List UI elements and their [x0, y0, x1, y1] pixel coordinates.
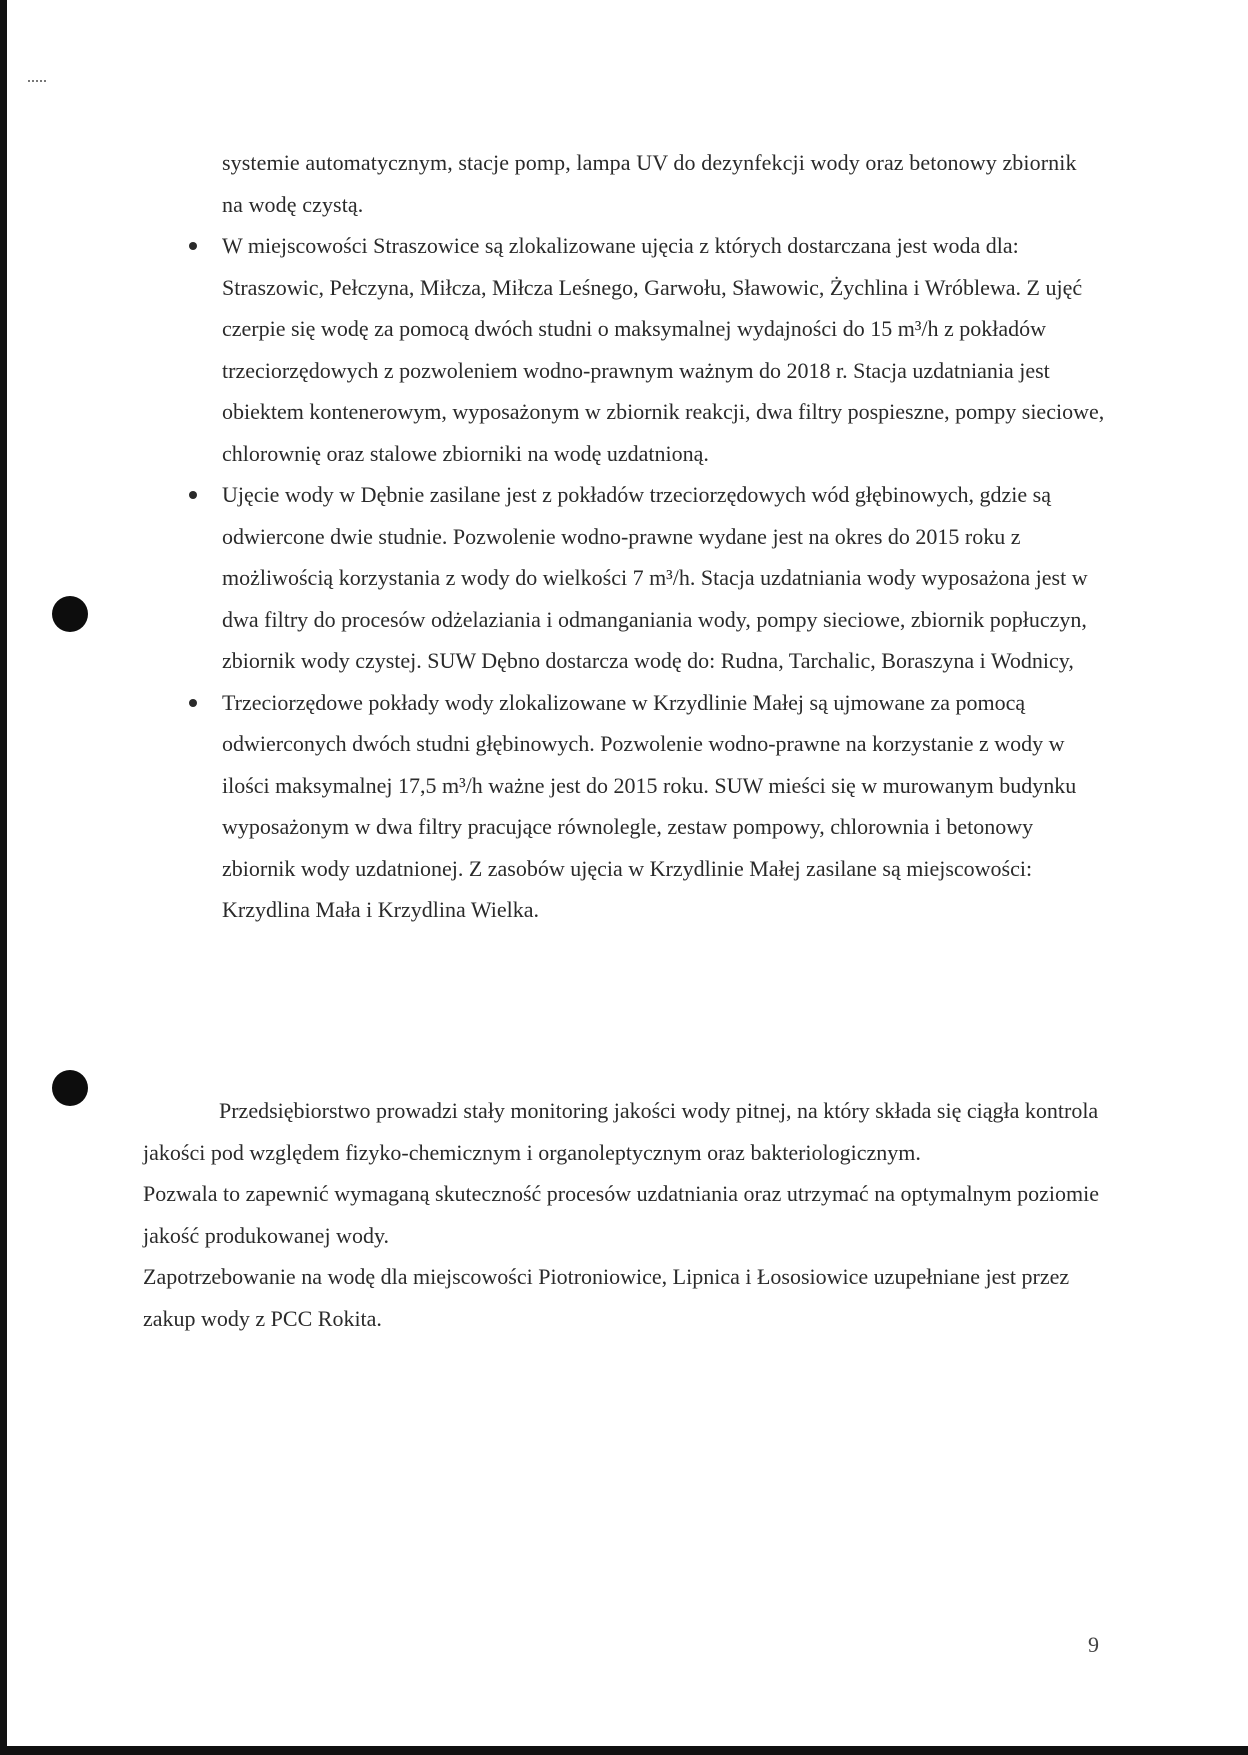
list-item-debno — [186, 474, 1106, 682]
bullet-icon — [189, 699, 197, 707]
continued-paragraph: systemie automatycznym, stacje pomp, lampa UV do dezynfekcji wody oraz betonowy zbiornik na wodę czystą. — [222, 150, 1077, 217]
supply-paragraph: Zapotrzebowanie na wodę dla miejscowości Piotroniowice, Lipnica i Łososiowice uzupełniane jest przez zakup wody z PCC Rokita. — [143, 1264, 1070, 1331]
body-paragraphs — [143, 1090, 1103, 1339]
list-item-text: W miejscowości Straszowice są zlokalizowane ujęcia z których dostarczana jest woda dla: Straszowic, Pełczyna, Miłcza, Miłcza Leśnego, Garwołu, Sławowic, Żychlina i Wróblewa. Z ujęć czerpie się wodę za pomocą dwóch studni o maksymalnej wydajności do 15 m³/h z pokładów trzeciorzędowych z pozwoleniem wodno-prawnym ważnym do 2018 r. Stacja uzdatniania jest obiektem kontenerowym, wyposażonym w zbiornik reakcji, dwa filtry pospieszne, pompy sieciowe, chlorownię oraz stalowe zbiorniki na wodę uzdatnioną. — [222, 233, 1105, 466]
list-item-krzydlina — [186, 682, 1106, 931]
bullet-icon — [189, 242, 197, 250]
bullet-icon — [189, 491, 197, 499]
list-item-straszowice — [186, 225, 1106, 474]
page-number: 9 — [1088, 1632, 1099, 1657]
scan-bottom-edge — [0, 1746, 1248, 1755]
punch-hole-upper — [52, 596, 88, 632]
scan-artifact-mark — [28, 80, 46, 85]
list-item-text: Ujęcie wody w Dębnie zasilane jest z pokładów trzeciorzędowych wód głębinowych, gdzie są odwiercone dwie studnie. Pozwolenie wodno-prawne wydane jest na okres do 2015 roku z możliwością korzystania z wody do wielkości 7 m³/h. Stacja uzdatniania wody wyposażona jest w dwa filtry do procesów odżelaziania i odmanganiania wody, pompy sieciowe, zbiornik popłuczyn, zbiornik wody czystej. SUW Dębno dostarcza wodę do: Rudna, Tarchalic, Boraszyna i Wodnicy, — [222, 482, 1088, 673]
scan-left-edge — [0, 0, 7, 1755]
punch-hole-lower — [52, 1070, 88, 1106]
effectiveness-paragraph: Pozwala to zapewnić wymaganą skuteczność procesów uzdatniania oraz utrzymać na optymalnym poziomie jakość produkowanej wody. — [143, 1181, 1100, 1248]
list-item-text: Trzeciorzędowe pokłady wody zlokalizowane w Krzydlinie Małej są ujmowane za pomocą odwierconych dwóch studni głębinowych. Pozwolenie wodno-prawne na korzystanie z wody w ilości maksymalnej 17,5 m³/h ważne jest do 2015 roku. SUW mieści się w murowanym budynku wyposażonym w dwa filtry pracujące równolegle, zestaw pompowy, chlorownia i betonowy zbiornik wody uzdatnionej. Z zasobów ujęcia w Krzydlinie Małej zasilane są miejscowości: Krzydlina Mała i Krzydlina Wielka. — [222, 689, 1077, 922]
water-intakes-list — [186, 225, 1106, 931]
monitoring-paragraph: Przedsiębiorstwo prowadzi stały monitoring jakości wody pitnej, na który składa się ciągła kontrola jakości pod względem fizyko-chemicznym i organoleptycznym oraz bakteriologicznym. — [143, 1098, 1099, 1165]
